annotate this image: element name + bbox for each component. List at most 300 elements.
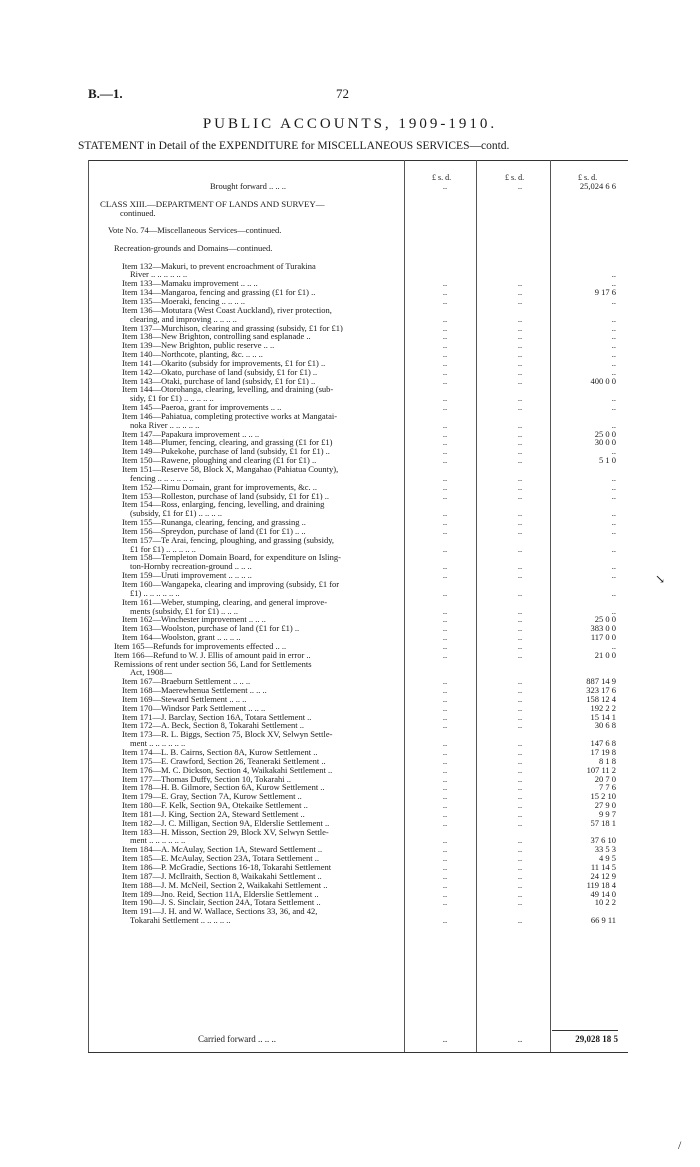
row-amount-c3: 383 0 0 — [590, 623, 616, 634]
table-row — [0, 748, 700, 757]
row-description: sidy, £1 for £1) .. .. .. .. .. — [130, 394, 214, 404]
row-amount-c3: .. — [611, 490, 616, 501]
table-row — [0, 262, 700, 271]
row-amount-c1: .. — [442, 508, 448, 519]
row-amount-c2: .. — [517, 649, 523, 660]
row-amount-c2: .. — [517, 313, 523, 324]
row-amount-c1: .. — [442, 313, 448, 324]
row-amount-c1: .. — [442, 349, 448, 360]
table-row — [0, 235, 700, 244]
row-amount-c2: .. — [517, 508, 523, 519]
row-amount-c3: 11 14 5 — [590, 861, 616, 872]
row-amount-c3: .. — [611, 640, 616, 651]
row-amount-c1: .. — [442, 808, 448, 819]
row-amount-c1: .. — [442, 393, 448, 404]
row-amount-c2: .. — [517, 640, 523, 651]
row-description: Item 165—Refunds for improvements effected .. .. — [114, 641, 287, 651]
table-row — [0, 315, 700, 324]
row-amount-c3: 15 14 1 — [590, 711, 616, 722]
row-amount-c2: .. — [517, 587, 523, 598]
row-amount-c2: .. — [517, 844, 523, 855]
table-row — [0, 385, 700, 394]
row-description: Item 143—Otaki, purchase of land (subsidy, £1 for £1) .. — [122, 376, 316, 386]
row-amount-c3: .. — [611, 481, 616, 492]
row-description: Remissions of rent under section 56, Land for Settlements — [114, 659, 312, 669]
row-amount-c1: .. — [442, 693, 448, 704]
row-description: Item 173—R. L. Biggs, Section 75, Block XV, Selwyn Settle- — [122, 730, 333, 740]
row-description: Recreation-grounds and Domains—continued. — [114, 243, 273, 253]
row-description: fencing .. .. .. .. .. .. — [130, 473, 194, 483]
table-row — [0, 297, 700, 306]
row-amount-c3: .. — [611, 269, 616, 280]
row-amount-c2: .. — [517, 632, 523, 643]
row-amount-c2: .. — [517, 455, 523, 466]
row-amount-c2: .. — [517, 543, 523, 554]
row-amount-c3: 8 1 8 — [599, 755, 616, 766]
row-amount-c2: .. — [517, 800, 523, 811]
row-amount-c1: .. — [442, 861, 448, 872]
row-amount-c2: .. — [517, 181, 523, 191]
table-row — [0, 562, 700, 571]
row-description: ment .. .. .. .. .. .. — [130, 739, 186, 748]
table-row — [0, 492, 700, 501]
row-description: CLASS XIII.—DEPARTMENT OF LANDS AND SURVEY— — [100, 199, 325, 209]
row-amount-c3: 119 18 4 — [586, 879, 616, 890]
row-amount-c3: .. — [611, 340, 616, 351]
row-amount-c1: .. — [442, 614, 448, 625]
row-amount-c2: .. — [517, 808, 523, 819]
row-amount-c3: .. — [611, 322, 616, 333]
row-amount-c1: .. — [442, 897, 448, 908]
row-amount-c2: .. — [517, 570, 523, 581]
table-row — [0, 377, 700, 386]
row-amount-c2: .. — [517, 755, 523, 766]
row-amount-c1: .. — [442, 817, 448, 828]
row-description: ton-Hornby recreation-ground .. .. .. — [130, 562, 252, 572]
row-amount-c2: .. — [517, 764, 523, 775]
row-amount-c2: .. — [517, 287, 523, 298]
row-amount-c3: .. — [611, 419, 616, 430]
table-row — [0, 589, 700, 598]
row-description: Item 171—J. Barclay, Section 16A, Totara Settlement .. — [122, 712, 312, 722]
row-amount-c3: 400 0 0 — [590, 375, 616, 386]
table-row — [0, 253, 700, 262]
row-amount-c3: 49 14 0 — [590, 888, 616, 899]
table-row — [0, 288, 700, 297]
table-row — [0, 721, 700, 730]
row-amount-c1: .. — [442, 181, 448, 191]
table-row — [0, 394, 700, 403]
table-row — [0, 359, 700, 368]
row-amount-c3: .. — [611, 402, 616, 413]
table-row — [0, 651, 700, 660]
margin-mark-icon: / — [678, 1138, 682, 1152]
statement-table — [0, 182, 700, 925]
row-amount-c3: 9 9 7 — [599, 808, 616, 819]
row-amount-c3: 57 18 1 — [590, 817, 616, 828]
row-amount-c1: .. — [442, 543, 448, 554]
row-description: Act, 1908— — [130, 668, 173, 678]
row-amount-c2: .. — [517, 419, 523, 430]
table-row — [0, 244, 700, 253]
row-amount-c3: 15 2 10 — [590, 791, 616, 802]
row-amount-c3: .. — [611, 349, 616, 360]
row-description: Item 174—L. B. Cairns, Section 8A, Kurow Settlement .. — [122, 748, 318, 757]
row-description: Item 176—M. C. Dickson, Section 4, Waikakahi Settlement .. — [122, 765, 333, 775]
row-description: Item 163—Woolston, purchase of land (£1 for £1) .. — [122, 624, 300, 634]
table-row — [0, 200, 700, 209]
row-description: continued. — [120, 208, 156, 218]
row-amount-c3: .. — [611, 313, 616, 324]
row-amount-c3: 27 9 0 — [594, 800, 616, 811]
total-rule — [552, 1030, 618, 1031]
row-amount-c1: .. — [442, 287, 448, 298]
row-description: Item 188—J. M. McNeil, Section 2, Waikakahi Settlement .. — [122, 880, 328, 890]
row-amount-c2: .. — [517, 375, 523, 386]
row-amount-c2: .. — [517, 693, 523, 704]
table-row — [0, 500, 700, 509]
row-description: Item 159—Uruti improvement .. .. .. .. — [122, 571, 252, 580]
row-description: Item 184—A. McAulay, Section 1A, Steward Settlement .. — [122, 845, 323, 855]
top-rule — [88, 160, 628, 161]
row-amount-c2: .. — [517, 490, 523, 501]
row-amount-c3: 323 17 6 — [586, 685, 616, 696]
row-amount-c1: .. — [442, 702, 448, 713]
row-description: Item 154—Ross, enlarging, fencing, levelling, and draining — [122, 500, 325, 510]
row-amount-c1: .. — [442, 331, 448, 342]
row-amount-c1: .. — [442, 428, 448, 439]
table-row — [0, 633, 700, 642]
row-description: Item 180—F. Kelk, Section 9A, Otekaike Settlement .. — [122, 801, 308, 810]
row-amount-c3: 887 14 9 — [586, 676, 616, 687]
document-reference: B.—1. — [88, 86, 123, 101]
row-amount-c3: 33 5 3 — [594, 844, 616, 855]
row-description: clearing, and improving .. .. .. .. — [130, 314, 237, 324]
row-amount-c2: .. — [517, 870, 523, 881]
row-amount-c1: .. — [442, 915, 448, 926]
carried-forward-label: Carried forward .. .. .. — [198, 1034, 276, 1044]
row-amount-c1: .. — [442, 747, 448, 757]
row-amount-c2: .. — [517, 915, 523, 926]
carried-forward-col1: .. — [442, 1034, 448, 1044]
row-amount-c2: .. — [517, 357, 523, 368]
column-header: £ s. d. — [432, 173, 452, 182]
row-amount-c2: .. — [517, 402, 523, 413]
table-row — [0, 553, 700, 562]
row-description: Item 183—H. Misson, Section 29, Block XV, Selwyn Settle- — [122, 827, 329, 837]
row-description: Item 162—Winchester improvement .. .. .. — [122, 615, 266, 625]
row-amount-c3: .. — [611, 331, 616, 342]
row-description: Item 182—J. C. Milligan, Section 9A, Elderslie Settlement .. — [122, 818, 330, 828]
table-row — [0, 226, 700, 235]
row-amount-c2: .. — [517, 331, 523, 342]
row-amount-c2: .. — [517, 738, 523, 749]
carried-forward-total: 29,028 18 5 — [575, 1034, 618, 1044]
row-amount-c1: .. — [442, 632, 448, 643]
row-description: Item 181—J. King, Section 2A, Steward Settlement .. — [122, 809, 305, 819]
row-amount-c2: .. — [517, 747, 523, 757]
row-amount-c1: .. — [442, 888, 448, 899]
row-amount-c1: .. — [442, 402, 448, 413]
row-amount-c3: 158 12 4 — [586, 693, 616, 704]
row-amount-c2: .. — [517, 340, 523, 351]
row-amount-c1: .. — [442, 879, 448, 890]
row-description: ments (subsidy, £1 for £1) .. .. .. — [130, 606, 239, 616]
row-description: (subsidy, £1 for £1) .. .. .. .. — [130, 509, 222, 519]
table-row — [0, 527, 700, 536]
row-amount-c1: .. — [442, 853, 448, 864]
row-amount-c3: 17 19 8 — [590, 747, 616, 757]
table-row — [0, 916, 700, 925]
row-amount-c2: .. — [517, 278, 523, 289]
row-description: Item 169—Steward Settlement .. .. .. — [122, 694, 247, 704]
row-amount-c3: .. — [611, 525, 616, 536]
table-row — [0, 191, 700, 200]
row-amount-c1: .. — [442, 782, 448, 793]
row-amount-c1: .. — [442, 605, 448, 616]
page-subtitle: STATEMENT in Detail of the EXPENDITURE for MISCELLANEOUS SERVICES—contd. — [78, 140, 510, 152]
row-amount-c3: .. — [611, 295, 616, 306]
table-row — [0, 801, 700, 810]
row-description: £1 for £1) .. .. .. .. .. — [130, 544, 196, 554]
row-amount-c2: .. — [517, 472, 523, 483]
row-amount-c2: .. — [517, 685, 523, 696]
row-amount-c2: .. — [517, 623, 523, 634]
table-row — [0, 775, 700, 784]
row-amount-c3: .. — [611, 366, 616, 377]
table-row — [0, 545, 700, 554]
row-amount-c1: .. — [442, 295, 448, 306]
row-amount-c2: .. — [517, 888, 523, 899]
row-amount-c3: .. — [611, 472, 616, 483]
row-amount-c1: .. — [442, 490, 448, 501]
table-row — [0, 465, 700, 474]
page-title: PUBLIC ACCOUNTS, 1909-1910. — [202, 116, 498, 132]
row-description: Item 186—P. McGradie, Sections 16-18, Tokarahi Settlement — [122, 862, 332, 872]
row-description: Item 144—Otorohanga, clearing, levelling, and draining (sub- — [122, 385, 334, 395]
table-row — [0, 438, 700, 447]
row-amount-c1: .. — [442, 711, 448, 722]
row-amount-c2: .. — [517, 517, 523, 528]
row-description: Item 139—New Brighton, public reserve .. .. — [122, 341, 275, 351]
table-row — [0, 518, 700, 527]
row-description: Item 155—Runanga, clearing, fencing, and grassing .. — [122, 518, 306, 527]
row-description: Item 136—Motutara (West Coast Auckland), river protection, — [122, 305, 332, 315]
row-amount-c1: .. — [442, 587, 448, 598]
row-description: Item 156—Spreydon, purchase of land (£1 for £1) .. .. — [122, 526, 306, 536]
row-amount-c3: .. — [611, 543, 616, 554]
row-amount-c2: .. — [517, 835, 523, 846]
row-amount-c3: 147 6 8 — [590, 738, 616, 749]
row-amount-c3: 66 9 11 — [590, 915, 616, 926]
row-description: Item 164—Woolston, grant .. .. .. .. — [122, 633, 241, 642]
row-amount-c1: .. — [442, 455, 448, 466]
row-description: Item 177—Thomas Duffy, Section 10, Tokarahi .. — [122, 774, 291, 784]
row-amount-c1: .. — [442, 517, 448, 528]
row-amount-c2: .. — [517, 428, 523, 439]
row-description: Item 166—Refund to W. J. Ellis of amount paid in error .. — [114, 650, 311, 660]
table-row — [0, 182, 700, 191]
row-amount-c1: .. — [442, 738, 448, 749]
row-description: Brought forward .. .. .. — [210, 182, 287, 191]
row-amount-c1: .. — [442, 773, 448, 784]
table-row — [0, 509, 700, 518]
row-amount-c2: .. — [517, 782, 523, 793]
row-description: Vote No. 74—Miscellaneous Services—continued. — [108, 226, 282, 236]
row-amount-c3: 21 0 0 — [594, 649, 616, 660]
row-amount-c2: .. — [517, 605, 523, 616]
row-amount-c1: .. — [442, 278, 448, 289]
table-row — [0, 898, 700, 907]
row-description: Item 161—Weber, stumping, clearing, and general improve- — [122, 597, 328, 607]
row-amount-c3: 30 6 8 — [594, 720, 616, 731]
row-amount-c2: .. — [517, 322, 523, 333]
row-description: Item 168—Maerewhenua Settlement .. .. .. — [122, 686, 267, 695]
row-description: Item 157—Te Arai, fencing, ploughing, and grassing (subsidy, — [122, 535, 335, 545]
row-amount-c1: .. — [442, 561, 448, 572]
row-description: Item 179—E. Gray, Section 7A, Kurow Settlement .. — [122, 792, 302, 802]
row-amount-c3: 117 0 0 — [590, 632, 616, 643]
row-description: Item 175—E. Crawford, Section 26, Teaneraki Settlement .. — [122, 756, 326, 766]
row-amount-c3: 25 0 0 — [594, 614, 616, 625]
row-description: Item 178—H. B. Gilmore, Section 6A, Kurow Settlement .. — [122, 783, 325, 793]
row-description: £1) .. .. .. .. .. .. — [130, 588, 180, 598]
row-amount-c1: .. — [442, 437, 448, 448]
row-amount-c1: .. — [442, 791, 448, 802]
column-header: £ s. d. — [505, 173, 525, 182]
row-description: River .. .. .. .. .. .. — [130, 270, 188, 280]
row-amount-c1: .. — [442, 835, 448, 846]
row-amount-c3: 20 7 0 — [594, 773, 616, 784]
row-amount-c1: .. — [442, 366, 448, 377]
row-amount-c2: .. — [517, 817, 523, 828]
row-description: Item 190—J. S. Sinclair, Section 24A, Totara Settlement .. — [122, 898, 321, 908]
row-description: Item 191—J. H. and W. Wallace, Sections 33, 36, and 42, — [122, 907, 318, 917]
row-amount-c3: .. — [611, 587, 616, 598]
table-row — [0, 341, 700, 350]
row-description: Item 167—Braeburn Settlement .. .. .. — [122, 677, 251, 687]
row-amount-c2: .. — [517, 446, 523, 457]
table-row — [0, 483, 700, 492]
row-amount-c1: .. — [442, 375, 448, 386]
row-amount-c1: .. — [442, 446, 448, 457]
row-amount-c3: 30 0 0 — [594, 437, 616, 448]
row-description: Item 142—Okato, purchase of land (subsidy, £1 for £1) .. — [122, 367, 318, 377]
row-description: Item 152—Rimu Domain, grant for improvements, &c. .. — [122, 482, 317, 492]
row-amount-c2: .. — [517, 525, 523, 536]
table-row — [0, 474, 700, 483]
row-description: Item 135—Moeraki, fencing .. .. .. .. — [122, 296, 245, 306]
row-amount-c2: .. — [517, 897, 523, 908]
row-amount-c3: 25,024 6 6 — [579, 181, 616, 191]
row-description: ment .. .. .. .. .. .. — [130, 836, 186, 846]
row-amount-c3: .. — [611, 357, 616, 368]
row-amount-c3: 7 7 6 — [599, 782, 616, 793]
row-description: Item 145—Paeroa, grant for improvements .. .. — [122, 403, 282, 412]
row-amount-c3: .. — [611, 278, 616, 289]
row-amount-c3: 37 6 10 — [590, 835, 616, 846]
row-amount-c1: .. — [442, 472, 448, 483]
row-description: Item 132—Makuri, to prevent encroachment of Turakina — [122, 261, 316, 271]
row-amount-c1: .. — [442, 720, 448, 731]
row-amount-c2: .. — [517, 561, 523, 572]
table-row — [0, 270, 700, 279]
row-description: Item 134—Mangaroa, fencing and grassing (£1 for £1) .. — [122, 288, 316, 297]
row-amount-c2: .. — [517, 879, 523, 890]
row-description: Item 189—Jno. Reid, Section 11A, Elderslie Settlement .. — [122, 889, 319, 899]
table-row — [0, 456, 700, 465]
table-row — [0, 845, 700, 854]
row-description: Item 172—A. Beck, Section 8, Tokarahi Settlement .. — [122, 721, 304, 731]
row-amount-c2: .. — [517, 393, 523, 404]
row-description: noka River .. .. .. .. .. — [130, 420, 200, 430]
row-amount-c2: .. — [517, 720, 523, 731]
row-amount-c1: .. — [442, 357, 448, 368]
row-description: Item 158—Templeton Domain Board, for expenditure on Isling- — [122, 553, 341, 563]
row-amount-c3: .. — [611, 570, 616, 581]
bottom-rule — [88, 1052, 628, 1053]
row-description: Item 160—Wangapeka, clearing and improving (subsidy, £1 for — [122, 579, 340, 589]
table-row — [0, 403, 700, 412]
page-number: 72 — [336, 86, 349, 101]
row-amount-c1: .. — [442, 870, 448, 881]
table-row — [0, 447, 700, 456]
row-amount-c2: .. — [517, 295, 523, 306]
table-row — [0, 332, 700, 341]
row-amount-c3: .. — [611, 561, 616, 572]
row-description: Item 185—E. McAulay, Section 23A, Totara Settlement .. — [122, 854, 319, 863]
row-description: Item 148—Plumer, fencing, clearing, and grassing (£1 for £1) — [122, 438, 333, 448]
row-amount-c1: .. — [442, 623, 448, 634]
row-amount-c1: .. — [442, 764, 448, 775]
row-description: Item 133—Mamaku improvement .. .. .. — [122, 279, 258, 289]
row-description: Item 187—J. McIlraith, Section 8, Waikakahi Settlement .. — [122, 871, 322, 881]
row-amount-c3: 5 1 0 — [599, 455, 616, 466]
row-amount-c3: .. — [611, 393, 616, 404]
row-amount-c1: .. — [442, 481, 448, 492]
row-description: Tokarahi Settlement .. .. .. .. .. — [130, 916, 231, 925]
row-amount-c2: .. — [517, 711, 523, 722]
row-description: Item 141—Okarito (subsidy for improvements, £1 for £1) .. — [122, 358, 326, 368]
row-amount-c3: 25 0 0 — [594, 428, 616, 439]
row-description: Item 153—Rolleston, purchase of land (subsidy, £1 for £1) .. — [122, 491, 329, 501]
row-amount-c3: 24 12 9 — [590, 870, 616, 881]
table-row — [0, 412, 700, 421]
row-amount-c1: .. — [442, 676, 448, 687]
table-row — [0, 217, 700, 226]
row-amount-c3: 10 2 2 — [594, 897, 616, 908]
row-amount-c2: .. — [517, 366, 523, 377]
row-amount-c1: .. — [442, 685, 448, 696]
row-amount-c1: .. — [442, 340, 448, 351]
row-amount-c1: .. — [442, 525, 448, 536]
row-amount-c2: .. — [517, 791, 523, 802]
table-row — [0, 598, 700, 607]
row-description: Item 140—Northcote, planting, &c. .. .. .. — [122, 350, 263, 359]
table-row — [0, 350, 700, 359]
table-row — [0, 580, 700, 589]
row-amount-c2: .. — [517, 702, 523, 713]
row-amount-c1: .. — [442, 844, 448, 855]
row-amount-c2: .. — [517, 676, 523, 687]
row-amount-c2: .. — [517, 773, 523, 784]
row-amount-c3: 9 17 6 — [594, 287, 616, 298]
table-row — [0, 819, 700, 828]
row-description: Item 170—Windsor Park Settlement .. .. .. — [122, 703, 266, 713]
row-description: Item 149—Pukekohe, purchase of land (subsidy, £1 for £1) .. — [122, 447, 330, 457]
row-description: Item 146—Pahiatua, completing protective works at Mangatai- — [122, 411, 338, 421]
row-amount-c3: .. — [611, 446, 616, 457]
